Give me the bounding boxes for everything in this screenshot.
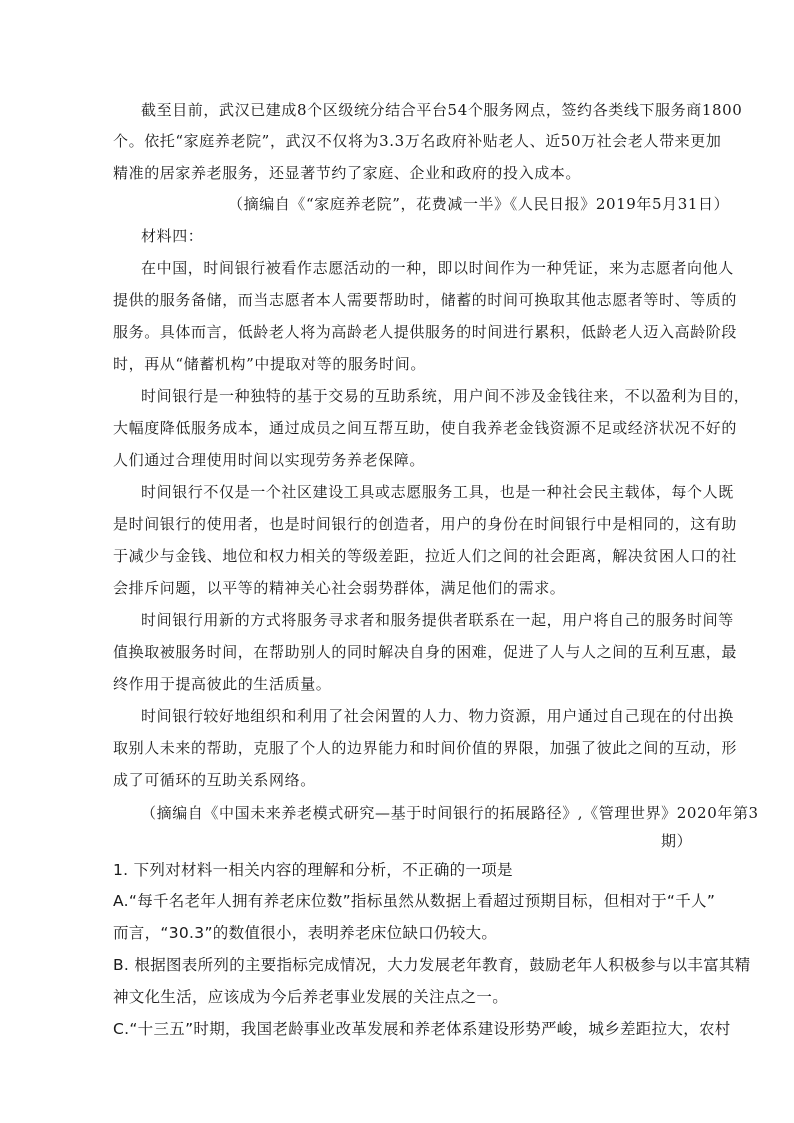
option-line: C.“十三五”时期，我国老龄事业改革发展和养老体系建设形势严峻，城乡差距拉大，农村 bbox=[113, 1020, 731, 1038]
option-line: 神文化生活，应该成为今后养老事业发展的关注点之一。 bbox=[113, 988, 509, 1006]
text-line: （摘编自《中国未来养老模式研究—基于时间银行的拓展路径》,《管理世界》2020年第3 bbox=[141, 804, 759, 822]
text-line: 取别人未来的帮助，克服了个人的边界能力和时间价值的界限，加强了彼此之间的互动，形 bbox=[113, 739, 738, 757]
text-line: 人们通过合理使用时间以实现劳务养老保障。 bbox=[113, 451, 426, 469]
source-citation: （摘编自《“家庭养老院”，花费减一半》《人民日报》2019年5月31日） bbox=[228, 195, 730, 213]
section-heading: 材料四： bbox=[141, 227, 204, 245]
text-line: 时间银行不仅是一个社区建设工具或志愿服务工具，也是一种社会民主载体，每个人既 bbox=[141, 483, 734, 501]
option-line: B. 根据图表所列的主要指标完成情况，大力发展老年教育，鼓励老年人积极参与以丰富其精 bbox=[113, 956, 751, 974]
text-line: 是时间银行的使用者，也是时间银行的创造者，用户的身份在时间银行中是相同的，这有助 bbox=[113, 515, 738, 533]
text-line: 值换取被服务时间，在帮助别人的同时解决自身的困难，促进了人与人之间的互利互惠，最 bbox=[113, 643, 738, 661]
text-line: 成了可循环的互助关系网络。 bbox=[113, 771, 316, 789]
text-line: 会排斥问题，以平等的精神关心社会弱势群体，满足他们的需求。 bbox=[113, 579, 566, 597]
text-line: 期） bbox=[661, 832, 693, 850]
text-line: 大幅度降低服务成本，通过成员之间互帮互助，使自我养老金钱资源不足或经济状况不好的 bbox=[113, 419, 738, 437]
text-line: 于减少与金钱、地位和权力相关的等级差距，拉近人们之间的社会距离，解决贫困人口的社 bbox=[113, 547, 738, 565]
option-line: A.“每千名老年人拥有养老床位数”指标虽然从数据上看超过预期目标，但相对于“千人” bbox=[113, 892, 716, 910]
text-line: 时，再从“储蓄机构”中提取对等的服务时间。 bbox=[113, 355, 426, 373]
text-line: 服务。具体而言，低龄老人将为高龄老人提供服务的时间进行累积，低龄老人迈入高龄阶段 bbox=[113, 323, 738, 341]
text-line: 在中国，时间银行被看作志愿活动的一种，即以时间作为一种凭证，来为志愿者向他人 bbox=[141, 259, 734, 277]
text-line: 时间银行用新的方式将服务寻求者和服务提供者联系在一起，用户将自己的服务时间等 bbox=[141, 611, 734, 629]
text-line: 提供的服务备储，而当志愿者本人需要帮助时，储蓄的时间可换取其他志愿者等时、等质的 bbox=[113, 291, 738, 309]
question-stem: 1. 下列对材料一相关内容的理解和分析，不正确的一项是 bbox=[113, 861, 513, 879]
text-line: 截至目前，武汉已建成8个区级统分结合平台54个服务网点，签约各类线下服务商1800 bbox=[141, 101, 743, 119]
option-line: 而言，“30.3”的数值很小，表明养老床位缺口仍较大。 bbox=[113, 924, 498, 942]
text-line: 时间银行是一种独特的基于交易的互助系统，用户间不涉及金钱往来，不以盈利为目的， bbox=[141, 387, 750, 405]
text-line: 个。依托“家庭养老院”，武汉不仅将为3.3万名政府补贴老人、近50万社会老人带来更加 bbox=[113, 132, 722, 150]
text-line: 终作用于提高彼此的生活质量。 bbox=[113, 675, 332, 693]
text-line: 精准的居家养老服务，还显著节约了家庭、企业和政府的投入成本。 bbox=[113, 164, 582, 182]
text-line: 时间银行较好地组织和利用了社会闲置的人力、物力资源，用户通过自己现在的付出换 bbox=[141, 707, 734, 725]
